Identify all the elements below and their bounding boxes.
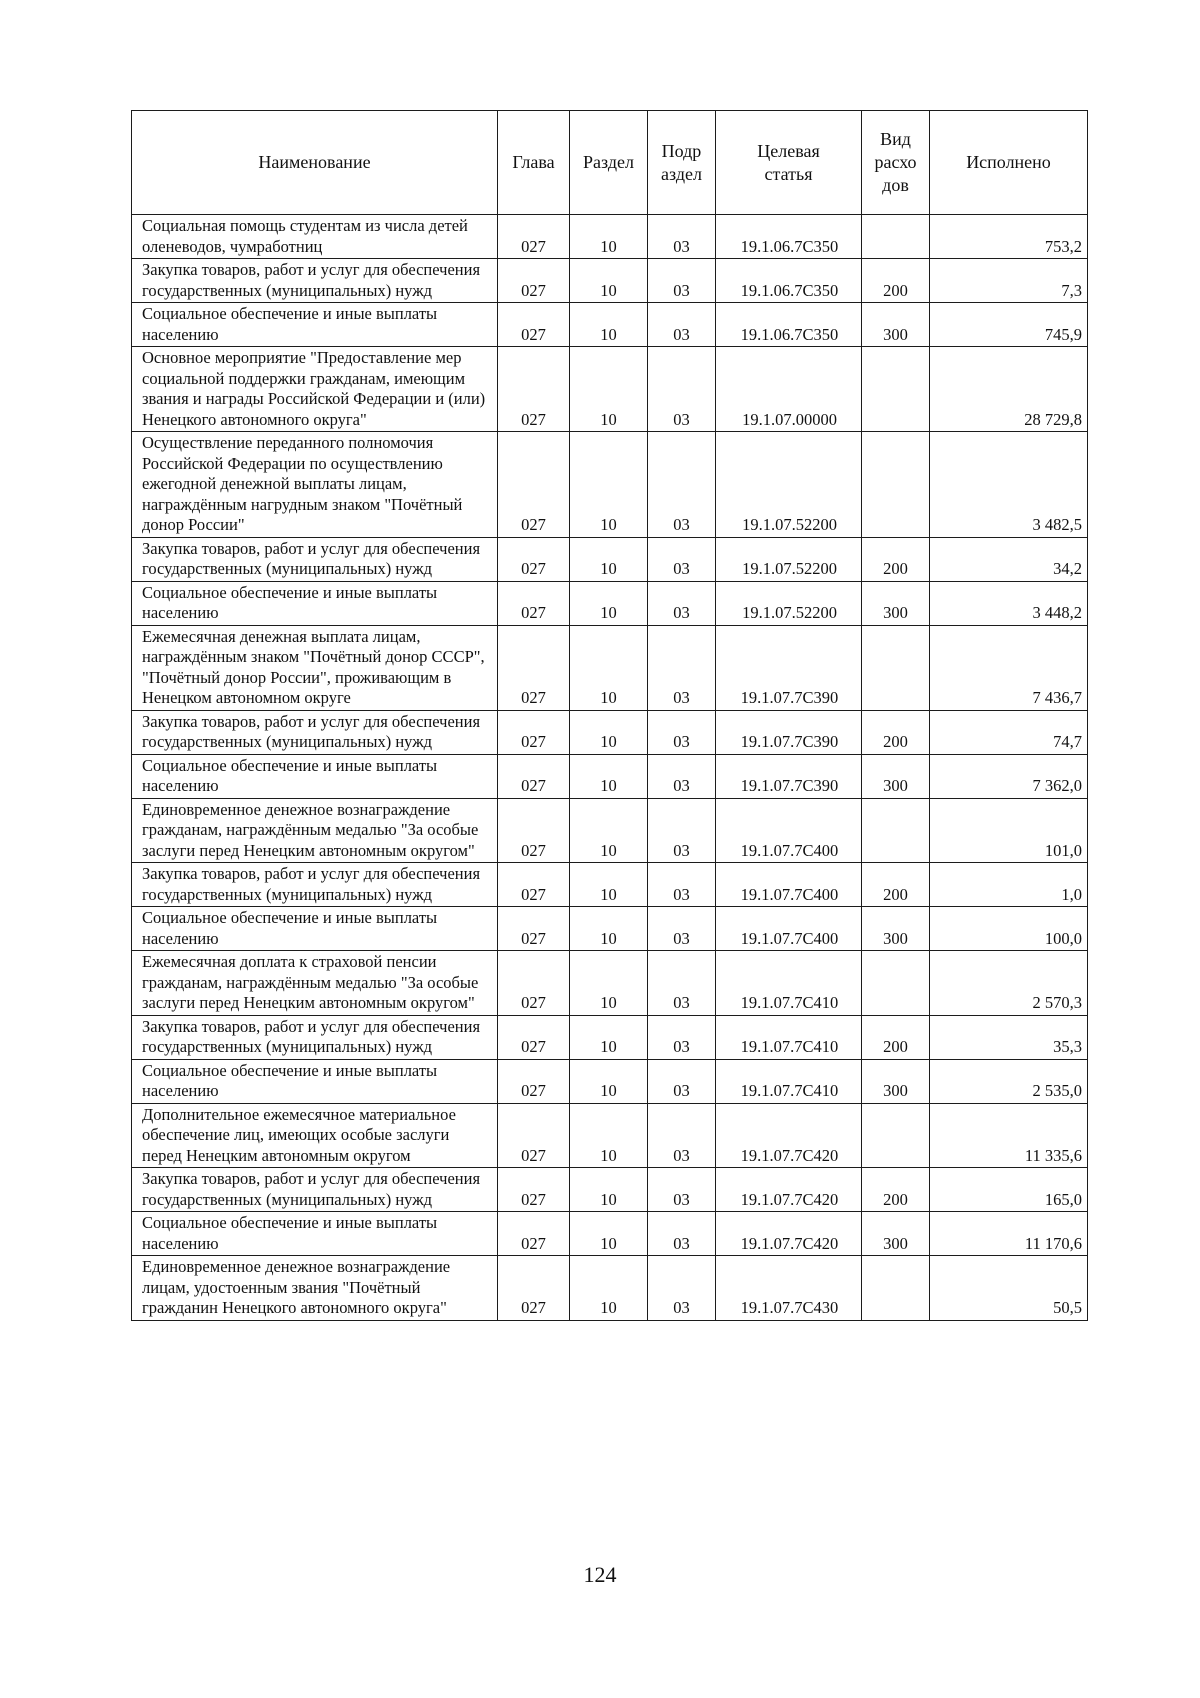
cell-section: 10 [570,798,648,863]
cell-subsection: 03 [648,754,716,798]
cell-executed: 11 170,6 [930,1212,1088,1256]
cell-section: 10 [570,1015,648,1059]
cell-executed: 3 482,5 [930,432,1088,538]
cell-target: 19.1.06.7С350 [716,259,862,303]
cell-chapter: 027 [498,537,570,581]
cell-expense-type: 200 [862,863,930,907]
cell-target: 19.1.07.52200 [716,432,862,538]
cell-expense-type: 200 [862,710,930,754]
cell-subsection: 03 [648,537,716,581]
cell-chapter: 027 [498,625,570,710]
cell-section: 10 [570,710,648,754]
cell-target: 19.1.07.7С420 [716,1103,862,1168]
cell-executed: 74,7 [930,710,1088,754]
cell-expense-type: 300 [862,754,930,798]
cell-section: 10 [570,1059,648,1103]
cell-name: Единовременное денежное вознаграждение гражданам, награждённым медалью "За особые заслуги перед Ненецким автономным округом" [132,798,498,863]
cell-target: 19.1.07.7С390 [716,710,862,754]
table-row [132,951,1088,1016]
cell-section: 10 [570,863,648,907]
cell-expense-type [862,347,930,432]
cell-target: 19.1.07.7С390 [716,625,862,710]
cell-chapter: 027 [498,1168,570,1212]
cell-section: 10 [570,907,648,951]
header-executed: Исполнено [930,111,1088,215]
cell-name: Основное мероприятие "Предоставление мер социальной поддержки гражданам, имеющим звания и награды Российской Федерации и (или) Ненецкого автономного округа" [132,347,498,432]
cell-expense-type [862,1103,930,1168]
cell-chapter: 027 [498,710,570,754]
cell-expense-type [862,1256,930,1321]
cell-subsection: 03 [648,1059,716,1103]
table-row [132,1168,1088,1212]
cell-name: Социальное обеспечение и иные выплаты населению [132,1059,498,1103]
cell-executed: 3 448,2 [930,581,1088,625]
cell-name: Закупка товаров, работ и услуг для обеспечения государственных (муниципальных) нужд [132,1015,498,1059]
cell-expense-type: 300 [862,1212,930,1256]
cell-target: 19.1.06.7С350 [716,215,862,259]
cell-name: Закупка товаров, работ и услуг для обеспечения государственных (муниципальных) нужд [132,863,498,907]
cell-expense-type [862,625,930,710]
cell-chapter: 027 [498,1015,570,1059]
cell-subsection: 03 [648,432,716,538]
cell-expense-type: 200 [862,1015,930,1059]
cell-name: Социальное обеспечение и иные выплаты населению [132,581,498,625]
cell-subsection: 03 [648,710,716,754]
cell-target: 19.1.06.7С350 [716,303,862,347]
cell-executed: 101,0 [930,798,1088,863]
cell-expense-type [862,215,930,259]
cell-executed: 1,0 [930,863,1088,907]
cell-executed: 7,3 [930,259,1088,303]
cell-target: 19.1.07.7С400 [716,907,862,951]
cell-subsection: 03 [648,863,716,907]
cell-subsection: 03 [648,259,716,303]
cell-name: Социальное обеспечение и иные выплаты населению [132,754,498,798]
cell-target: 19.1.07.00000 [716,347,862,432]
cell-name: Социальная помощь студентам из числа детей оленеводов, чумработниц [132,215,498,259]
cell-name: Дополнительное ежемесячное материальное обеспечение лиц, имеющих особые заслуги перед Ненецким автономным округом [132,1103,498,1168]
cell-subsection: 03 [648,1168,716,1212]
cell-executed: 34,2 [930,537,1088,581]
page-number: 124 [583,1562,617,1587]
cell-target: 19.1.07.52200 [716,537,862,581]
cell-chapter: 027 [498,798,570,863]
cell-subsection: 03 [648,215,716,259]
cell-executed: 2 535,0 [930,1059,1088,1103]
cell-subsection: 03 [648,798,716,863]
cell-expense-type [862,798,930,863]
table-row [132,347,1088,432]
table-row [132,907,1088,951]
cell-chapter: 027 [498,1212,570,1256]
table-row [132,303,1088,347]
cell-subsection: 03 [648,625,716,710]
cell-subsection: 03 [648,907,716,951]
cell-executed: 28 729,8 [930,347,1088,432]
cell-name: Единовременное денежное вознаграждение лицам, удостоенным звания "Почётный гражданин Ненецкого автономного округа" [132,1256,498,1321]
cell-expense-type [862,951,930,1016]
cell-expense-type: 300 [862,303,930,347]
cell-target: 19.1.07.7С400 [716,863,862,907]
cell-name: Закупка товаров, работ и услуг для обеспечения государственных (муниципальных) нужд [132,710,498,754]
cell-name: Ежемесячная доплата к страховой пенсии гражданам, награждённым медалью "За особые заслуги перед Ненецким автономным округом" [132,951,498,1016]
table-row [132,1059,1088,1103]
cell-target: 19.1.07.7С390 [716,754,862,798]
cell-target: 19.1.07.7С400 [716,798,862,863]
cell-chapter: 027 [498,1256,570,1321]
cell-name: Ежемесячная денежная выплата лицам, награждённым знаком "Почётный донор СССР", "Почётный донор России", проживающим в Ненецком автономном округе [132,625,498,710]
table-row [132,537,1088,581]
cell-subsection: 03 [648,951,716,1016]
table-row [132,1212,1088,1256]
cell-chapter: 027 [498,581,570,625]
cell-chapter: 027 [498,215,570,259]
header-name: Наименование [132,111,498,215]
cell-chapter: 027 [498,754,570,798]
cell-name: Осуществление переданного полномочия Российской Федерации по осуществлению ежегодной денежной выплаты лицам, награждённым нагрудным знаком "Почётный донор России" [132,432,498,538]
cell-chapter: 027 [498,863,570,907]
cell-executed: 7 362,0 [930,754,1088,798]
cell-subsection: 03 [648,303,716,347]
cell-executed: 753,2 [930,215,1088,259]
cell-name: Социальное обеспечение и иные выплаты населению [132,1212,498,1256]
cell-subsection: 03 [648,1212,716,1256]
table-row [132,798,1088,863]
cell-target: 19.1.07.7С410 [716,1015,862,1059]
cell-expense-type: 300 [862,1059,930,1103]
table-row [132,581,1088,625]
cell-subsection: 03 [648,1103,716,1168]
cell-name: Социальное обеспечение и иные выплаты населению [132,907,498,951]
cell-executed: 100,0 [930,907,1088,951]
cell-expense-type: 200 [862,537,930,581]
cell-target: 19.1.07.7С410 [716,1059,862,1103]
cell-expense-type: 200 [862,259,930,303]
table-row [132,1256,1088,1321]
cell-expense-type: 200 [862,1168,930,1212]
cell-subsection: 03 [648,581,716,625]
cell-target: 19.1.07.7С430 [716,1256,862,1321]
header-expense-type: Вид расхо дов [862,111,930,215]
cell-section: 10 [570,347,648,432]
table-row [132,215,1088,259]
cell-section: 10 [570,951,648,1016]
cell-section: 10 [570,215,648,259]
cell-section: 10 [570,1256,648,1321]
cell-executed: 165,0 [930,1168,1088,1212]
cell-chapter: 027 [498,1059,570,1103]
header-section: Раздел [570,111,648,215]
cell-executed: 35,3 [930,1015,1088,1059]
header-target: Целевая статья [716,111,862,215]
cell-section: 10 [570,1103,648,1168]
cell-chapter: 027 [498,951,570,1016]
table-row [132,1015,1088,1059]
cell-chapter: 027 [498,259,570,303]
cell-name: Социальное обеспечение и иные выплаты населению [132,303,498,347]
cell-executed: 745,9 [930,303,1088,347]
cell-chapter: 027 [498,907,570,951]
cell-subsection: 03 [648,1256,716,1321]
cell-chapter: 027 [498,1103,570,1168]
cell-target: 19.1.07.7С410 [716,951,862,1016]
cell-executed: 11 335,6 [930,1103,1088,1168]
table-body [132,215,1088,1321]
cell-section: 10 [570,625,648,710]
table-row [132,1103,1088,1168]
cell-section: 10 [570,259,648,303]
cell-section: 10 [570,537,648,581]
cell-executed: 2 570,3 [930,951,1088,1016]
cell-executed: 50,5 [930,1256,1088,1321]
table-row [132,259,1088,303]
table-row [132,754,1088,798]
cell-name: Закупка товаров, работ и услуг для обеспечения государственных (муниципальных) нужд [132,259,498,303]
cell-section: 10 [570,1168,648,1212]
cell-executed: 7 436,7 [930,625,1088,710]
cell-target: 19.1.07.7С420 [716,1212,862,1256]
header-chapter: Глава [498,111,570,215]
cell-section: 10 [570,303,648,347]
cell-expense-type: 300 [862,581,930,625]
cell-subsection: 03 [648,347,716,432]
cell-expense-type: 300 [862,907,930,951]
cell-name: Закупка товаров, работ и услуг для обеспечения государственных (муниципальных) нужд [132,1168,498,1212]
cell-section: 10 [570,754,648,798]
cell-target: 19.1.07.52200 [716,581,862,625]
cell-name: Закупка товаров, работ и услуг для обеспечения государственных (муниципальных) нужд [132,537,498,581]
cell-expense-type [862,432,930,538]
cell-section: 10 [570,432,648,538]
header-subsection: Подр аздел [648,111,716,215]
cell-section: 10 [570,581,648,625]
table-row [132,432,1088,538]
cell-chapter: 027 [498,432,570,538]
table-row [132,625,1088,710]
cell-chapter: 027 [498,303,570,347]
cell-target: 19.1.07.7С420 [716,1168,862,1212]
cell-section: 10 [570,1212,648,1256]
cell-chapter: 027 [498,347,570,432]
budget-table [131,110,1088,1321]
cell-subsection: 03 [648,1015,716,1059]
table-header-row [132,111,1088,215]
table-row [132,710,1088,754]
table-row [132,863,1088,907]
